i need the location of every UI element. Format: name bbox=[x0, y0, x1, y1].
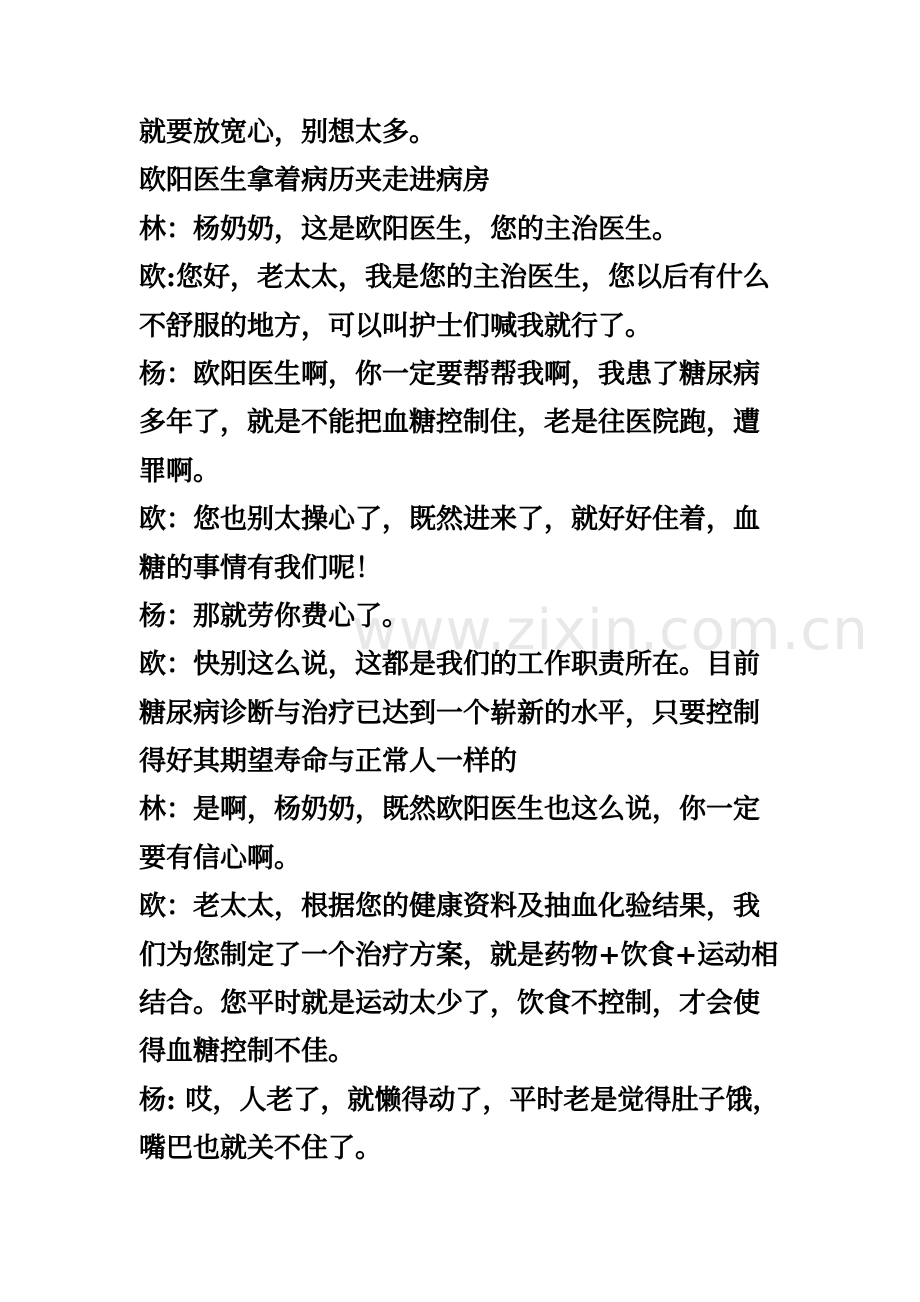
text-line: 欧：您也别太操心了，既然进来了，就好好住着，血 bbox=[139, 504, 760, 536]
text-line: 糖尿病诊断与治疗已达到一个崭新的水平，只要控制 bbox=[139, 697, 760, 729]
paragraph bbox=[139, 593, 789, 641]
text-line: 欧：老太太，根据您的健康资料及抽血化验结果，我 bbox=[139, 891, 760, 923]
text-line: 得好其期望寿命与正常人一样的 bbox=[139, 746, 517, 778]
paragraph bbox=[139, 641, 789, 786]
text-line: 欧阳医生拿着病历夹走进病房 bbox=[139, 165, 490, 197]
watermark: www.zixin.com.cn bbox=[352, 598, 869, 663]
text-line: 欧:您好，老太太，我是您的主治医生，您以后有什么 bbox=[139, 262, 770, 294]
text-line: 糖的事情有我们呢！ bbox=[139, 552, 382, 584]
paragraph bbox=[139, 109, 789, 157]
text-line: 嘴巴也就关不住了。 bbox=[139, 1133, 382, 1165]
paragraph bbox=[139, 883, 789, 1077]
paragraph bbox=[139, 206, 789, 254]
text-line: 杨: 哎，人老了，就懒得动了，平时老是觉得肚子饿， bbox=[139, 1084, 780, 1116]
text-line: 欧：快别这么说，这都是我们的工作职责所在。目前 bbox=[139, 649, 760, 681]
text-line: 不舒服的地方，可以叫护士们喊我就行了。 bbox=[139, 310, 652, 342]
text-line: 多年了，就是不能把血糖控制住，老是往医院跑，遭 bbox=[139, 407, 760, 439]
dialogue-text bbox=[139, 109, 789, 1174]
text-line: 们为您制定了一个治疗方案，就是药物+饮食+运动相 bbox=[139, 939, 779, 971]
text-line: 就要放宽心，别想太多。 bbox=[139, 117, 436, 148]
text-line: 得血糖控制不佳。 bbox=[139, 1036, 355, 1068]
paragraph bbox=[139, 157, 789, 205]
text-line: 要有信心啊。 bbox=[139, 842, 301, 874]
text-line: 罪啊。 bbox=[139, 455, 220, 487]
paragraph bbox=[139, 786, 789, 883]
paragraph bbox=[139, 1077, 789, 1174]
text-line: 杨：那就劳你费心了。 bbox=[139, 600, 409, 632]
text-line: 林：是啊，杨奶奶，既然欧阳医生也这么说，你一定 bbox=[139, 794, 760, 826]
paragraph bbox=[139, 254, 789, 351]
paragraph bbox=[139, 351, 789, 496]
text-line: 结合。您平时就是运动太少了，饮食不控制，才会使 bbox=[139, 988, 760, 1020]
text-line: 杨：欧阳医生啊，你一定要帮帮我啊，我患了糖尿病 bbox=[139, 358, 760, 390]
paragraph bbox=[139, 496, 789, 593]
text-line: 林：杨奶奶，这是欧阳医生，您的主治医生。 bbox=[139, 213, 679, 245]
